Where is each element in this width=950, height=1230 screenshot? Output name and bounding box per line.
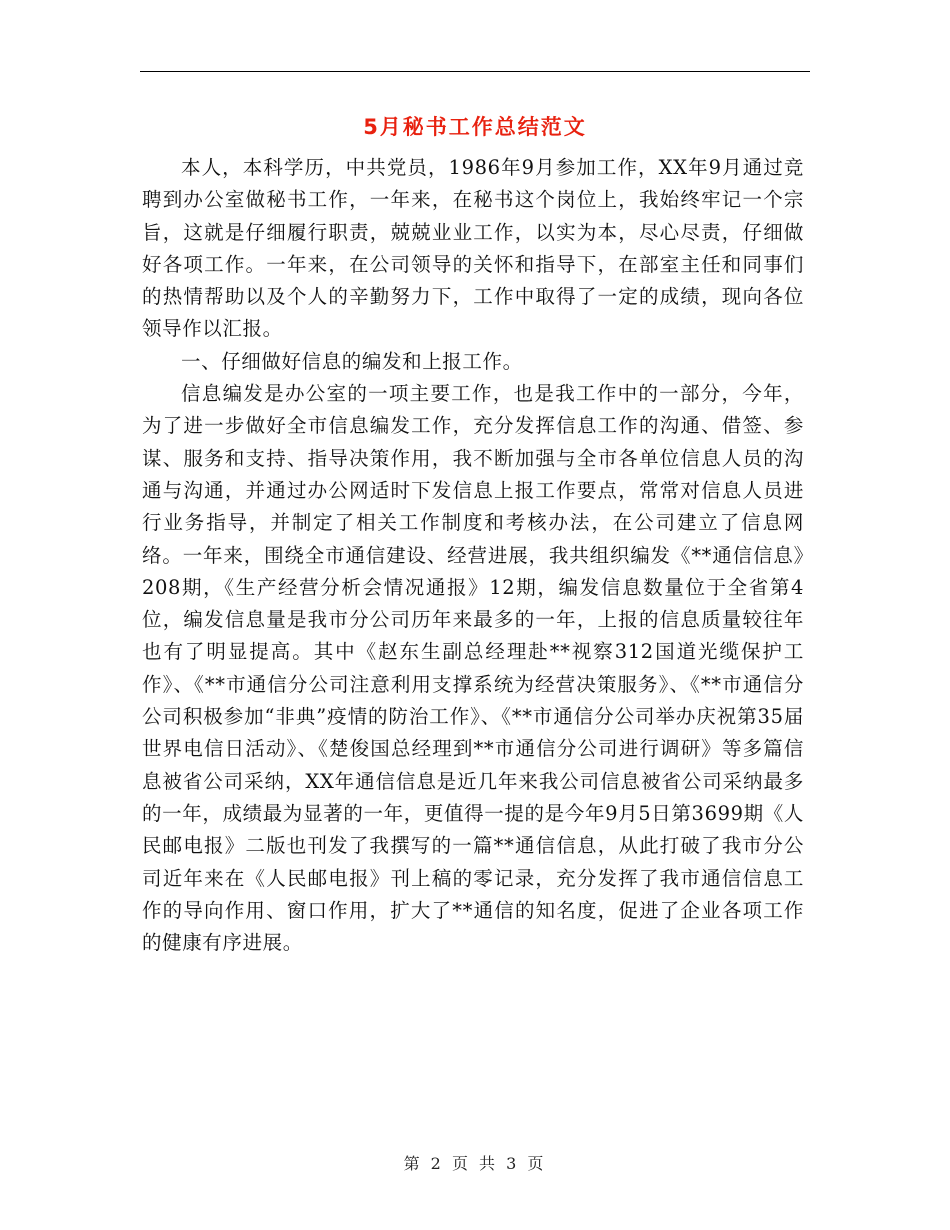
header-rule <box>140 71 810 72</box>
section-heading-1: 一、仔细做好信息的编发和上报工作。 <box>181 349 523 373</box>
document-title: 5月秘书工作总结范文 <box>363 115 587 139</box>
document-body <box>142 152 804 959</box>
paragraph-information-work: 信息编发是办公室的一项主要工作，也是我工作中的一部分，今年，为了进一步做好全市信息编发工作，充分发挥信息工作的沟通、借签、参谋、服务和支持、指导决策作用，我不断加强与全市各单位信息人员的沟通与沟通，并通过办公网适时下发信息上报工作要点，常常对信息人员进行业务指导，并制定了相关工作制度和考核办法，在公司建立了信息网络。一年来，围绕全市通信建设、经营进展，我共组织编发《**通信信息》208期，《生产经营分析会情况通报》12期，编发信息数量位于全省第4位，编发信息量是我市分公司历年来最多的一年，上报的信息质量较往年也有了明显提高。其中《赵东生副总经理赴**视察312国道光缆保护工作》、《**市通信分公司注意利用支撑系统为经营决策服务》、《**市通信分公司积极参加“非典”疫情的防治工作》、《**市通信分公司举办庆祝第35届世界电信日活动》、《楚俊国总经理到**市通信分公司进行调研》等多篇信息被省公司采纳，XX年通信信息是近几年来我公司信息被省公司采纳最多的一年，成绩最为显著的一年，更值得一提的是今年9月5日第3699期《人民邮电报》二版也刊发了我撰写的一篇**通信信息，从此打破了我市分公司近年来在《人民邮电报》刊上稿的零记录，充分发挥了我市通信信息工作的导向作用、窗口作用，扩大了**通信的知名度，促进了企业各项工作的健康有序进展。 <box>142 382 804 955</box>
paragraph-intro: 本人，本科学历，中共党员，1986年9月参加工作，XX年9月通过竞聘到办公室做秘书工作，一年来，在秘书这个岗位上，我始终牢记一个宗旨，这就是仔细履行职责，兢兢业业工作，以实为本，尽心尽责，仔细做好各项工作。一年来，在公司领导的关怀和指导下，在部室主任和同事们的热情帮助以及个人的辛勤努力下，工作中取得了一定的成绩，现向各位领导作以汇报。 <box>142 156 804 341</box>
page-footer: 第 2 页 共 3 页 <box>403 1154 547 1173</box>
